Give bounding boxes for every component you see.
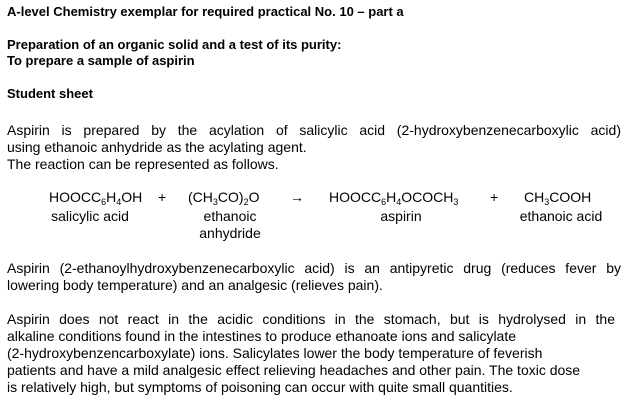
product-aspirin-formula: $HOOCC_6H_4OCOCH_3$ <box>329 189 459 207</box>
para-3-line-1: Aspirin does not react in the acidic conditions in the stomach, but is hydrolysed in the <box>7 311 615 327</box>
para-3-line-2: alkaline conditions found in the intestines to produce ethanoate ions and salicylate <box>7 328 517 344</box>
product-ethanoic-acid-name: ethanoic acid <box>519 208 603 224</box>
product-ethanoic-acid-formula: $CH_3COOH$ <box>524 189 592 207</box>
product-aspirin-name: aspirin <box>380 208 422 224</box>
document-title: A-level Chemistry exemplar for required practical No. 10 – part a <box>7 4 404 19</box>
reactant-ethanoic-anhydride-formula: $(CH_3CO)_2O$ <box>188 189 260 207</box>
reactant-ethanoic-anhydride-name-1: ethanoic <box>203 208 257 224</box>
reactant-salicylic-acid-formula: $HOOCC_6H_4OH$ <box>49 189 143 207</box>
reaction-arrow: → <box>290 189 304 205</box>
intro-line-1: Aspirin is prepared by the acylation of salicylic acid (2-hydroxybenzenecarboxylic acid) <box>7 122 621 138</box>
para-3-line-4: patients and have a mild analgesic effect relieving headaches and other pain. The toxic dose <box>7 362 581 378</box>
equation-plus-2: + <box>490 189 499 205</box>
reactant-ethanoic-anhydride-name-2: anhydride <box>199 225 261 241</box>
document-subtitle-line-2: To prepare a sample of aspirin <box>7 53 195 68</box>
para-3-line-5: is relatively high, but symptoms of poisoning can occur with quite small quantities. <box>7 379 513 395</box>
intro-line-2: using ethanoic anhydride as the acylating agent. <box>7 139 307 155</box>
para-2-line-1: Aspirin (2-ethanoylhydroxybenzenecarboxylic acid) is an antipyretic drug (reduces fever by <box>7 260 621 276</box>
section-heading: Student sheet <box>7 86 93 101</box>
para-2-line-2: lowering body temperature) and an analgesic (relieves pain). <box>7 277 383 293</box>
para-3-line-3: (2-hydroxybenzencarboxylate) ions. Salicylates lower the body temperature of feverish <box>7 345 543 361</box>
document-subtitle-line-1: Preparation of an organic solid and a test of its purity: <box>7 37 342 52</box>
equation-plus-1: + <box>158 189 167 205</box>
reactant-salicylic-acid-name: salicylic acid <box>51 208 129 224</box>
intro-line-3: The reaction can be represented as follows. <box>7 156 279 172</box>
